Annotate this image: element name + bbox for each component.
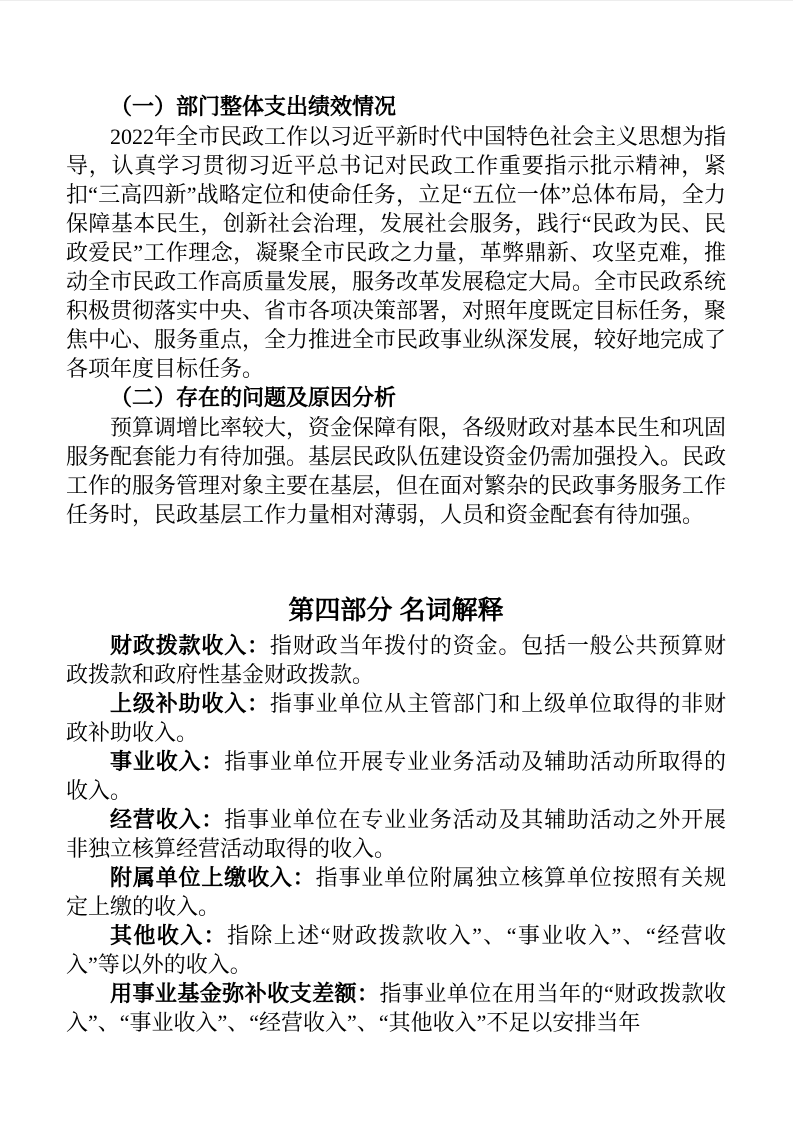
paragraph-overall-performance: 2022年全市民政工作以习近平新时代中国特色社会主义思想为指导，认真学习贯彻习近平总书记对民政工作重要指示批示精神，紧扣“三高四新”战略定位和使命任务，立足“五位一体”总体布局，全力保障基本民生，创新社会治理，发展社会服务，践行“民政为民、民政爱民”工作理念，凝聚全市民政之力量，革弊鼎新、攻坚克难，推动全市民政工作高质量发展，服务改革发展稳定大局。全市民政系统积极贯彻落实中央、省市各项决策部署，对照年度既定目标任务，聚焦中心、服务重点，全力推进全市民政事业纵深发展，较好地完成了各项年度目标任务。 (66, 124, 727, 381)
glossary-definition: 指事业单位从主管部门和上级单位取得的非财政补助收入。 (66, 691, 726, 745)
glossary-definition: 指事业单位在用当年的“财政拨款收入”、“事业收入”、“经营收入”、“其他收入”不足以安排当年 (66, 981, 726, 1035)
glossary-definition: 指事业单位开展专业业务活动及辅助活动所取得的收入。 (66, 749, 726, 803)
glossary-term: 事业收入： (110, 749, 225, 774)
glossary-definition: 指事业单位附属独立核算单位按照有关规定上缴的收入。 (66, 865, 726, 919)
glossary-definition: 指除上述“财政拨款收入”、“事业收入”、“经营收入”等以外的收入。 (66, 923, 726, 977)
glossary-term: 经营收入： (110, 807, 225, 832)
glossary-term: 财政拨款收入： (110, 633, 270, 658)
glossary-term: 附属单位上缴收入： (110, 865, 316, 890)
glossary-entry-affiliated-unit-income (66, 863, 726, 921)
heading-problems-analysis: （二）存在的问题及原因分析 (110, 385, 397, 410)
glossary-entry-other-income (66, 921, 726, 979)
glossary-entry-fiscal-appropriation (66, 631, 726, 689)
glossary-entry-operating-income (66, 805, 726, 863)
glossary-definition: 指事业单位在专业业务活动及其辅助活动之外开展非独立核算经营活动取得的收入。 (66, 807, 726, 861)
glossary-entry-fund-balance (66, 979, 726, 1037)
part4-title: 第四部分 名词解释 (288, 595, 504, 625)
glossary-entry-superior-subsidy (66, 689, 726, 747)
paragraph-problems-analysis: 预算调增比率较大，资金保障有限，各级财政对基本民生和巩固服务配套能力有待加强。基层民政队伍建设资金仍需加强投入。民政工作的服务管理对象主要在基层，但在面对繁杂的民政事务服务工作任务时，民政基层工作力量相对薄弱，人员和资金配套有待加强。 (66, 415, 727, 527)
glossary-term: 上级补助收入： (110, 691, 270, 716)
glossary-term: 其他收入： (110, 923, 227, 948)
glossary-definition: 指财政当年拨付的资金。包括一般公共预算财政拨款和政府性基金财政拨款。 (66, 633, 726, 687)
glossary-term: 用事业基金弥补收支差额： (110, 981, 380, 1006)
heading-overall-performance: （一）部门整体支出绩效情况 (110, 94, 397, 119)
glossary-entry-institutional-income (66, 747, 726, 805)
